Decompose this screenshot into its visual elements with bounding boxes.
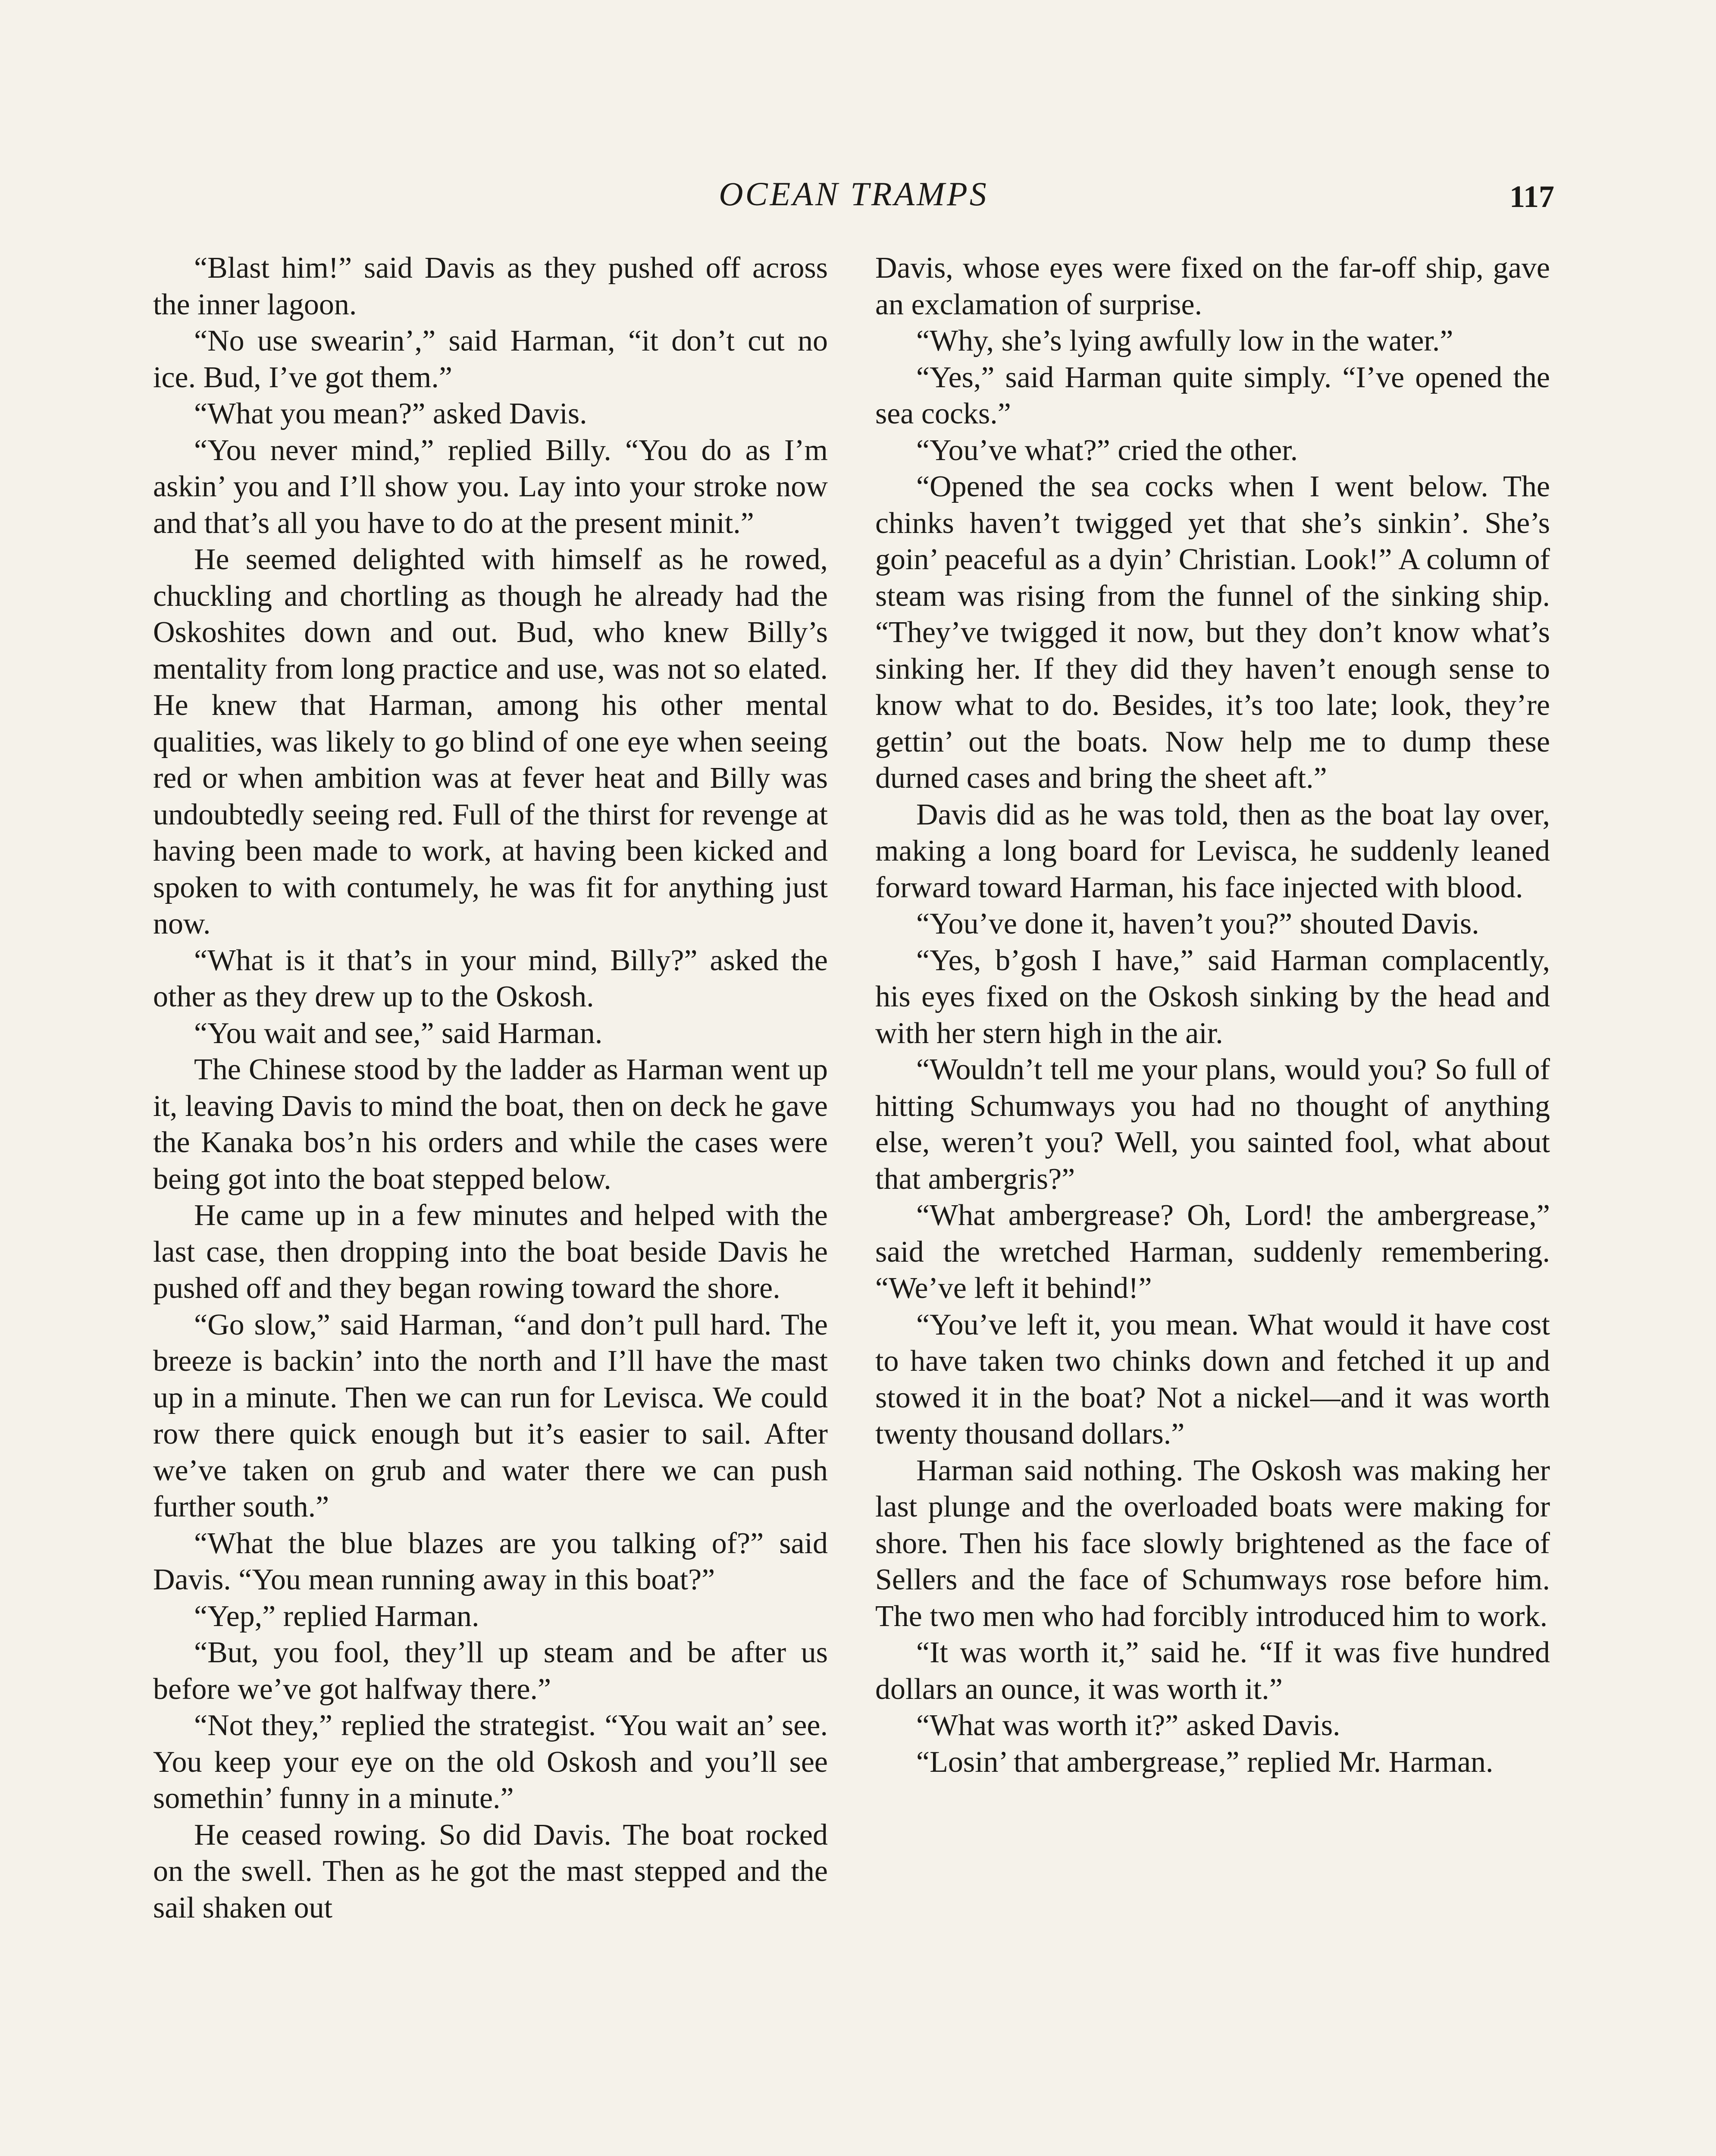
paragraph: “What was worth it?” asked Davis. xyxy=(916,1709,1340,1742)
left-text-column xyxy=(153,250,828,1926)
right-text-column xyxy=(875,250,1550,1780)
paragraph: He came up in a few minutes and helped with the last case, then dropping into the boat beside Davis he pushed off and they began rowing toward the shore. xyxy=(153,1199,828,1305)
paragraph: He seemed delighted with himself as he rowed, chuckling and chortling as though he already had the Oskoshites down and out. Bud, who knew Billy’s mentality from long practice and use, was not so elated. He knew that Harman, among his other mental qualities, was likely to go blind of one eye when seeing red or when ambition was at fever heat and Billy was undoubtedly seeing red. Full of the thirst for revenge at having been made to work, at having been kicked and spoken to with contumely, he was fit for anything just now. xyxy=(153,543,828,940)
paragraph: “What is it that’s in your mind, Billy?” asked the other as they drew up to the Oskosh. xyxy=(153,943,828,1013)
page-number: 117 xyxy=(1509,179,1554,214)
paragraph: “Why, she’s lying awfully low in the water.” xyxy=(916,324,1453,357)
paragraph: “You’ve done it, haven’t you?” shouted Davis. xyxy=(916,907,1479,940)
paragraph: “What you mean?” asked Davis. xyxy=(194,397,587,430)
paragraph: “Yes, b’gosh I have,” said Harman complacently, his eyes fixed on the Oskosh sinking by the head and with her stern high in the air. xyxy=(875,943,1550,1050)
paragraph: “It was worth it,” said he. “If it was five hundred dollars an ounce, it was worth it.” xyxy=(875,1636,1550,1706)
paragraph: “What ambergrease? Oh, Lord! the ambergrease,” said the wretched Harman, suddenly remembering. “We’ve left it behind!” xyxy=(875,1199,1550,1305)
paragraph: “Opened the sea cocks when I went below. The chinks haven’t twigged yet that she’s sinkin’. She’s goin’ peaceful as a dyin’ Christian. Look!” A column of steam was rising from the funnel of the sinking ship. “They’ve twigged it now, but they don’t know what’s sinking her. If they did they haven’t enough sense to know what to do. Besides, it’s too late; look, they’re gettin’ out the boats. Now help me to dump these durned cases and bring the sheet aft.” xyxy=(875,470,1550,795)
paragraph: “Not they,” replied the strategist. “You wait an’ see. You keep your eye on the old Oskosh and you’ll see somethin’ funny in a minute.” xyxy=(153,1709,828,1815)
paragraph: “You’ve left it, you mean. What would it have cost to have taken two chinks down and fetched it up and stowed it in the boat? Not a nickel—and it was worth twenty thousand dollars.” xyxy=(875,1308,1550,1451)
paragraph: “Blast him!” said Davis as they pushed off across the inner lagoon. xyxy=(153,251,828,321)
paragraph: Harman said nothing. The Oskosh was making her last plunge and the overloaded boats were making for shore. Then his face slowly brightened as the face of Sellers and the face of Schumways rose before him. The two men who had forcibly introduced him to work. xyxy=(875,1454,1550,1633)
paragraph: “What the blue blazes are you talking of?” said Davis. “You mean running away in this boat?” xyxy=(153,1526,828,1596)
paragraph: “You never mind,” replied Billy. “You do as I’m askin’ you and I’ll show you. Lay into your stroke now and that’s all you have to do at the present minit.” xyxy=(153,433,828,540)
paragraph: “Go slow,” said Harman, “and don’t pull hard. The breeze is backin’ into the north and I’ll have the mast up in a minute. Then we can run for Levisca. We could row there quick enough but it’s easier to sail. After we’ve taken on grub and water there we can push further south.” xyxy=(153,1308,828,1523)
running-head: OCEAN TRAMPS xyxy=(719,175,989,213)
paragraph: “You’ve what?” cried the other. xyxy=(916,433,1298,467)
paragraph: “Yes,” said Harman quite simply. “I’ve opened the sea cocks.” xyxy=(875,360,1550,430)
paragraph: “No use swearin’,” said Harman, “it don’t cut no ice. Bud, I’ve got them.” xyxy=(153,324,828,394)
paragraph: “You wait and see,” said Harman. xyxy=(194,1016,603,1050)
paragraph: “Wouldn’t tell me your plans, would you? So full of hitting Schumways you had no thought of anything else, weren’t you? Well, you sainted fool, what about that ambergris?” xyxy=(875,1053,1550,1196)
paragraph: The Chinese stood by the ladder as Harman went up it, leaving Davis to mind the boat, then on deck he gave the Kanaka bos’n his orders and while the cases were being got into the boat stepped below. xyxy=(153,1053,828,1196)
paragraph: “Yep,” replied Harman. xyxy=(194,1599,479,1633)
paragraph: He ceased rowing. So did Davis. The boat rocked on the swell. Then as he got the mast stepped and the sail shaken out xyxy=(153,1818,828,1924)
paragraph: “But, you fool, they’ll up steam and be after us before we’ve got halfway there.” xyxy=(153,1636,828,1706)
paragraph: “Losin’ that ambergrease,” replied Mr. Harman. xyxy=(916,1745,1494,1779)
paragraph: Davis did as he was told, then as the boat lay over, making a long board for Levisca, he suddenly leaned forward toward Harman, his face injected with blood. xyxy=(875,798,1550,904)
paragraph: Davis, whose eyes were fixed on the far-off ship, gave an exclamation of surprise. xyxy=(875,251,1550,321)
